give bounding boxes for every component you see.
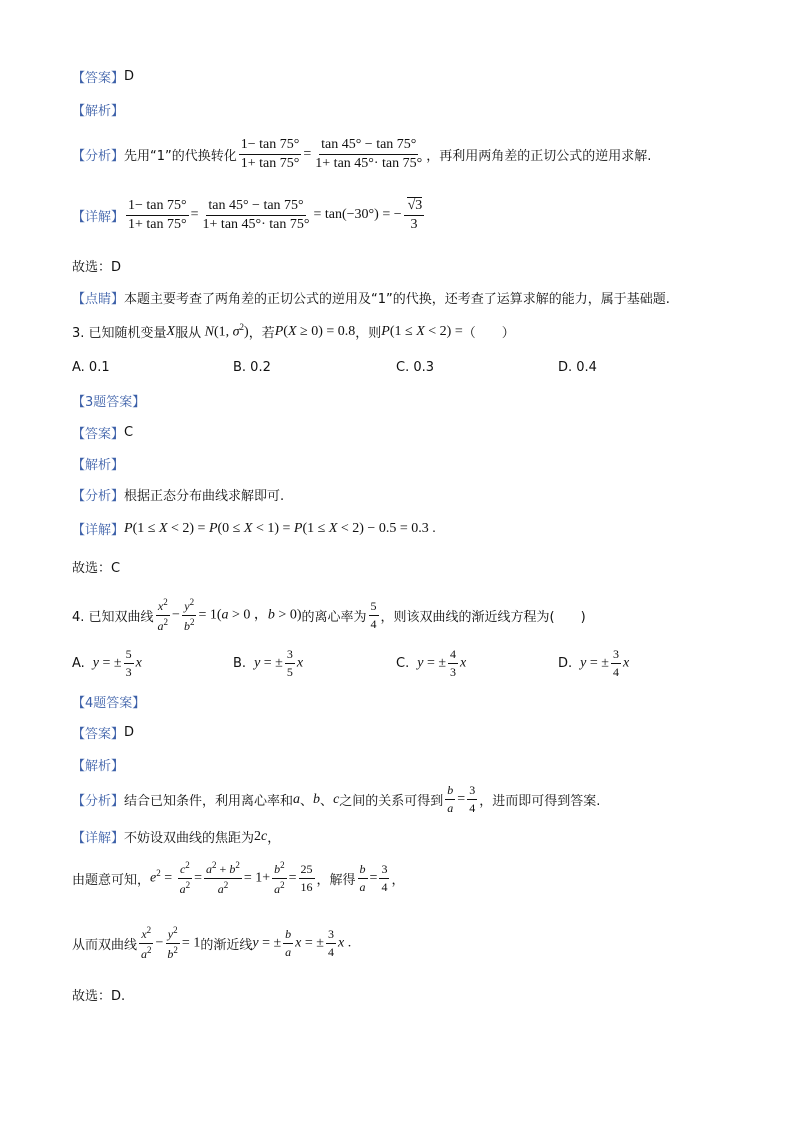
q4-hyperbola-eq: $\frac{x^2}{a^2}$ − $\frac{y^2}{b^2}$ = 1(a > 0 ，b > 0) <box>157 597 302 633</box>
fenxi-text-pre: 结合已知条件，利用离心率和 <box>124 794 294 809</box>
section-tag: 【3题答案】 <box>72 395 146 410</box>
q2-fenxi-line <box>72 137 651 172</box>
formula-xiangjie: $\frac{1- \tan 75^\circ}{1+ \tan 75^\circ}$ = $\frac{\tan 45^\circ - \tan 75^\circ}{1+ \tan 45^\circ\cdot \tan 75^\circ}$ = tan(−30°) = − $\frac{√3}{3}$ <box>128 197 423 232</box>
q4-option-b-label: B. <box>233 656 247 671</box>
section-tag: 【4题答案】 <box>72 696 146 711</box>
fenxi-tag: 【分析】 <box>72 149 125 164</box>
q4-guxuan <box>72 985 125 1004</box>
fenxi-text-post: ，再利用两角差的正切公式的逆用求解. <box>426 149 652 164</box>
guxuan-text: 故选：C <box>72 561 121 576</box>
q2-guxuan <box>72 256 121 275</box>
guxuan-text: 故选：D. <box>72 989 126 1004</box>
q4-asymptote-result: y = ± $\frac{b}{a}$ x = ± $\frac{3}{4}$ x . <box>252 927 352 959</box>
q4-eccentricity-derivation: $e^2$ = $\frac{c^2}{a^2}$ = $\frac{a^2 + b^2}{a^2}$ = 1+ $\frac{b^2}{a^2}$ = $\frac{25}{16}$ <box>150 860 313 896</box>
q3-analysis-line <box>72 454 124 473</box>
q4-option-c-label: C. <box>396 656 410 671</box>
answer-value: C <box>124 425 134 440</box>
q3-option-a: A. 0.1 <box>72 360 110 375</box>
q4-line3 <box>72 925 351 962</box>
fenxi-text: 根据正态分布曲线求解即可. <box>124 489 285 504</box>
analysis-tag: 【解析】 <box>72 458 125 473</box>
q4-option-c: C. y = ± $\frac{4}{3}$ x <box>396 647 467 679</box>
xiangjie-tag: 【详解】 <box>72 209 125 225</box>
xiangjie-text: 不妨设双曲线的焦距为 <box>124 831 255 846</box>
q3-stem-then: ，则 <box>355 326 382 341</box>
q4-ratio-result: $\frac{b}{a}$ = $\frac{3}{4}$ <box>359 862 388 894</box>
q3-prob-given: P(X ≥ 0) = 0.8 <box>274 323 356 339</box>
q4-ratio: $\frac{b}{a}$ = $\frac{3}{4}$ <box>447 783 476 815</box>
q4-hyperbola-eq-std: $\frac{x^2}{a^2}$ − $\frac{y^2}{b^2}$ = 1 <box>141 925 201 961</box>
q4-stem <box>72 597 586 634</box>
q4-line3-mid: 的渐近线 <box>200 938 253 953</box>
q4-eccentricity: $\frac{5}{4}$ <box>370 599 377 631</box>
q4-section-tag <box>72 692 145 711</box>
q3-normal-dist: N(1, $\sigma^2$) <box>204 322 249 340</box>
xiangjie-tag: 【详解】 <box>72 831 125 846</box>
q4-fenxi-line: 【分析】 结合已知条件，利用离心率和 a 、 b 、 c 之间的关系可得到 $\frac{b}{a}$ = $\frac{3}{4}$ ，进而即可得到答案. <box>72 783 601 815</box>
fenxi-tag: 【分析】 <box>72 489 125 504</box>
q4-line3-pre: 从而双曲线 <box>72 938 138 953</box>
answer-tag: 【答案】 <box>72 71 125 86</box>
q4-answer-line <box>72 723 134 742</box>
q2-answer-line <box>72 67 134 86</box>
q3-formula: P(1 ≤ X < 2) = P(0 ≤ X < 1) = P(1 ≤ X < 2) − 0.5 = 0.3 . <box>124 520 436 536</box>
q4-option-d-label: D. <box>558 656 573 671</box>
q3-guxuan <box>72 557 120 576</box>
dianjing-tag: 【点睛】 <box>72 292 125 307</box>
xiangjie-tag: 【详解】 <box>72 523 125 538</box>
q4-line2: 由题意可知， $e^2$ = $\frac{c^2}{a^2}$ = $\frac{a^2 + b^2}{a^2}$ = 1+ $\frac{b^2}{a^2}$ = $\frac{25}{16}$ ，解得 $\frac{b}{a}$ = $\frac{3}{4}$ ， <box>72 860 405 896</box>
q3-stem-mid: 服从 <box>175 326 202 341</box>
fenxi-text-mid: 之间的关系可得到 <box>339 794 444 809</box>
q4-vars-abc: a <box>293 791 301 807</box>
q4-analysis-line <box>72 755 124 774</box>
q4-line2-mid: ，解得 <box>316 873 356 888</box>
q4-line2-pre: 由题意可知， <box>72 873 151 888</box>
q3-stem-cond: ，若 <box>248 326 275 341</box>
guxuan-text: 故选：D <box>72 260 122 275</box>
q4-stem-pre: 4. 已知双曲线 <box>72 610 154 625</box>
q3-stem <box>72 322 515 341</box>
q4-option-d: D. y = ± $\frac{3}{4}$ x <box>558 647 630 679</box>
q3-stem-pre: 3. 已知随机变量 <box>72 326 167 341</box>
q3-fenxi-line <box>72 485 284 504</box>
q4-option-b: B. y = ± $\frac{3}{5}$ x <box>233 647 304 679</box>
q4-xiangjie-line: 【详解】 不妨设双曲线的焦距为 2c ， <box>72 828 281 846</box>
q4-option-a-label: A. <box>72 656 85 671</box>
answer-value: D <box>124 725 135 740</box>
answer-value: D <box>124 69 135 84</box>
q2-xiangjie-line <box>72 197 426 233</box>
fenxi-tag: 【分析】 <box>72 794 125 809</box>
formula-tan-quotient: $\frac{1- \tan 75^\circ}{1+ \tan 75^\circ}$ = $\frac{\tan 45^\circ - \tan 75^\circ}{1+ \tan 45^\circ\cdot \tan 75^\circ}$ <box>240 137 423 171</box>
q3-option-b: B. 0.2 <box>233 360 271 375</box>
q4-stem-cond: 的离心率为 <box>301 610 367 625</box>
q4-focal-distance: 2c <box>254 828 268 844</box>
q3-option-d: D. 0.4 <box>558 360 597 375</box>
q3-answer-line <box>72 423 133 442</box>
answer-tag: 【答案】 <box>72 427 125 442</box>
fenxi-text-post: ，进而即可得到答案. <box>479 794 601 809</box>
q2-dianjing-line <box>72 288 670 307</box>
analysis-tag: 【解析】 <box>72 104 125 119</box>
q4-option-a: A. y = ± $\frac{5}{3}$ x <box>72 647 142 679</box>
answer-tag: 【答案】 <box>72 727 125 742</box>
dianjing-text: 本题主要考查了两角差的正切公式的逆用及“1”的代换，还考查了运算求解的能力，属于基础题. <box>124 292 670 307</box>
q3-var-x: X <box>166 323 176 339</box>
analysis-tag: 【解析】 <box>72 759 125 774</box>
q2-analysis-line <box>72 100 124 119</box>
q3-section-tag <box>72 391 145 410</box>
q3-stem-end: （ ） <box>462 326 515 341</box>
q3-option-c: C. 0.3 <box>396 360 435 375</box>
q3-prob-asked: P(1 ≤ X < 2) = <box>381 323 463 339</box>
fenxi-text-pre: 先用“1”的代换转化 <box>124 149 237 164</box>
q3-xiangjie-line <box>72 519 436 538</box>
q4-stem-end: ，则该双曲线的渐近线方程为( ) <box>380 610 586 625</box>
